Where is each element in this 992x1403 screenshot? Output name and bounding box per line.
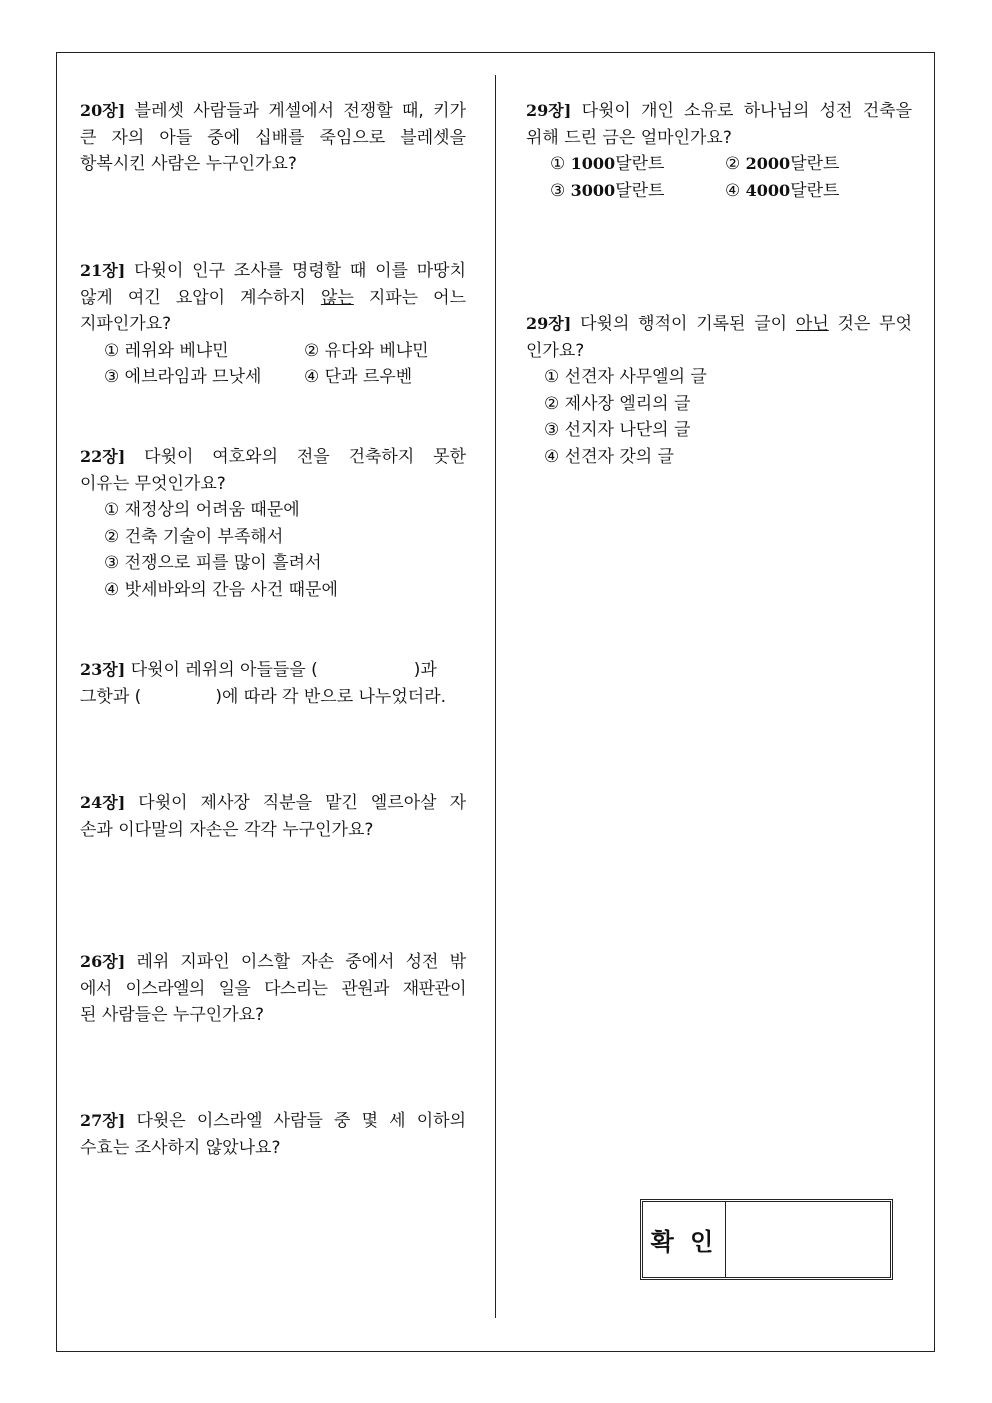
options xyxy=(544,364,912,470)
question-text: )에 따라 각 반으로 나누었더라. xyxy=(215,686,447,707)
option-3[interactable]: ③ 전쟁으로 피를 많이 흘려서 xyxy=(104,553,322,573)
question-29a xyxy=(526,98,912,204)
question-number: 23장] xyxy=(80,660,126,679)
confirm-label: 확 인 xyxy=(643,1202,726,1277)
question-text: 그핫과 ( xyxy=(80,686,142,707)
question-text: 것은 무엇 xyxy=(828,314,913,334)
question-text: 다윗의 행적이 기록된 글이 xyxy=(580,314,796,334)
option-1[interactable]: ① 재정상의 어려움 때문에 xyxy=(104,500,300,520)
option-3[interactable]: ③ 에브라임과 므낫세 xyxy=(104,367,262,387)
question-text: 블레셋 사람들과 게셀에서 전쟁할 때, 키가 xyxy=(134,101,466,121)
option-2[interactable]: ② 제사장 엘리의 글 xyxy=(544,393,691,414)
option-4[interactable]: ④ 선견자 갓의 글 xyxy=(544,446,674,467)
question-text: 지파는 어느 xyxy=(353,287,467,308)
option-1[interactable]: ① 선견자 사무엘의 글 xyxy=(544,367,707,387)
option-1[interactable]: ① 레위와 베냐민 xyxy=(104,340,229,361)
question-number: 27장] xyxy=(80,1111,126,1130)
question-24 xyxy=(80,790,466,843)
option-4[interactable]: ④ 단과 르우벤 xyxy=(304,367,413,387)
question-text: 다윗은 이스라엘 사람들 중 몇 세 이하의 xyxy=(136,1111,466,1131)
question-number: 22장] xyxy=(80,447,126,466)
question-text: 다윗이 제사장 직분을 맡긴 엘르아살 자 xyxy=(138,793,466,813)
question-text: 지파인가요? xyxy=(80,314,172,334)
question-number: 29장] xyxy=(526,314,572,333)
question-number: 24장] xyxy=(80,793,126,812)
option-2[interactable]: ② 2000달란트 xyxy=(725,154,840,174)
question-text: 수효는 조사하지 않았나요? xyxy=(80,1137,281,1158)
question-text: 큰 자의 아들 중에 십배를 죽임으로 블레셋을 xyxy=(80,127,466,148)
question-22 xyxy=(80,444,466,603)
question-text: 다윗이 개인 소유로 하나님의 성전 건축을 xyxy=(581,101,912,121)
option-2[interactable]: ② 건축 기술이 부족해서 xyxy=(104,526,284,547)
options xyxy=(104,497,466,603)
option-4[interactable]: ④ 밧세바와의 간음 사건 때문에 xyxy=(104,579,338,600)
question-number: 29장] xyxy=(526,101,572,120)
question-text: 않게 여긴 요압이 계수하지 xyxy=(80,287,321,308)
question-text: 항복시킨 사람은 누구인가요? xyxy=(80,154,297,174)
confirm-box xyxy=(640,1199,893,1280)
options xyxy=(104,338,466,391)
question-text: 위해 드린 금은 얼마인가요? xyxy=(526,127,732,148)
column-divider xyxy=(495,75,496,1318)
question-27 xyxy=(80,1108,466,1161)
signature-area[interactable] xyxy=(726,1202,890,1277)
question-number: 26장] xyxy=(80,952,126,971)
option-1[interactable]: ① 1000달란트 xyxy=(550,154,665,174)
question-21 xyxy=(80,258,466,391)
option-4[interactable]: ④ 4000달란트 xyxy=(725,180,840,201)
question-text: 손과 이다말의 자손은 각각 누구인가요? xyxy=(80,819,374,840)
options xyxy=(550,151,912,204)
question-text: 다윗이 인구 조사를 명령할 때 이를 마땅치 xyxy=(134,261,466,281)
option-3[interactable]: ③ 3000달란트 xyxy=(550,180,665,201)
question-text: 레위 지파인 이스할 자손 중에서 성전 밖 xyxy=(136,952,466,972)
option-3[interactable]: ③ 선지자 나단의 글 xyxy=(544,420,691,440)
question-text: 인가요? xyxy=(526,340,585,361)
question-text: 다윗이 레위의 아들들을 ( xyxy=(130,660,318,680)
question-29b xyxy=(526,311,912,470)
question-text: 이유는 무엇인가요? xyxy=(80,473,226,494)
question-number: 20장] xyxy=(80,101,126,120)
question-number: 21장] xyxy=(80,261,126,280)
question-26 xyxy=(80,949,466,1029)
underlined-word: 아닌 xyxy=(795,314,829,334)
question-text: 다윗이 여호와의 전을 건축하지 못한 xyxy=(144,447,466,467)
question-23 xyxy=(80,657,466,710)
question-text: 에서 이스라엘의 일을 다스리는 관원과 재판관이 xyxy=(80,978,466,999)
option-2[interactable]: ② 유다와 베냐민 xyxy=(304,340,429,361)
question-20 xyxy=(80,98,466,178)
question-text: )과 xyxy=(413,660,437,680)
question-text: 된 사람들은 누구인가요? xyxy=(80,1005,265,1025)
underlined-word: 않는 xyxy=(320,287,354,308)
